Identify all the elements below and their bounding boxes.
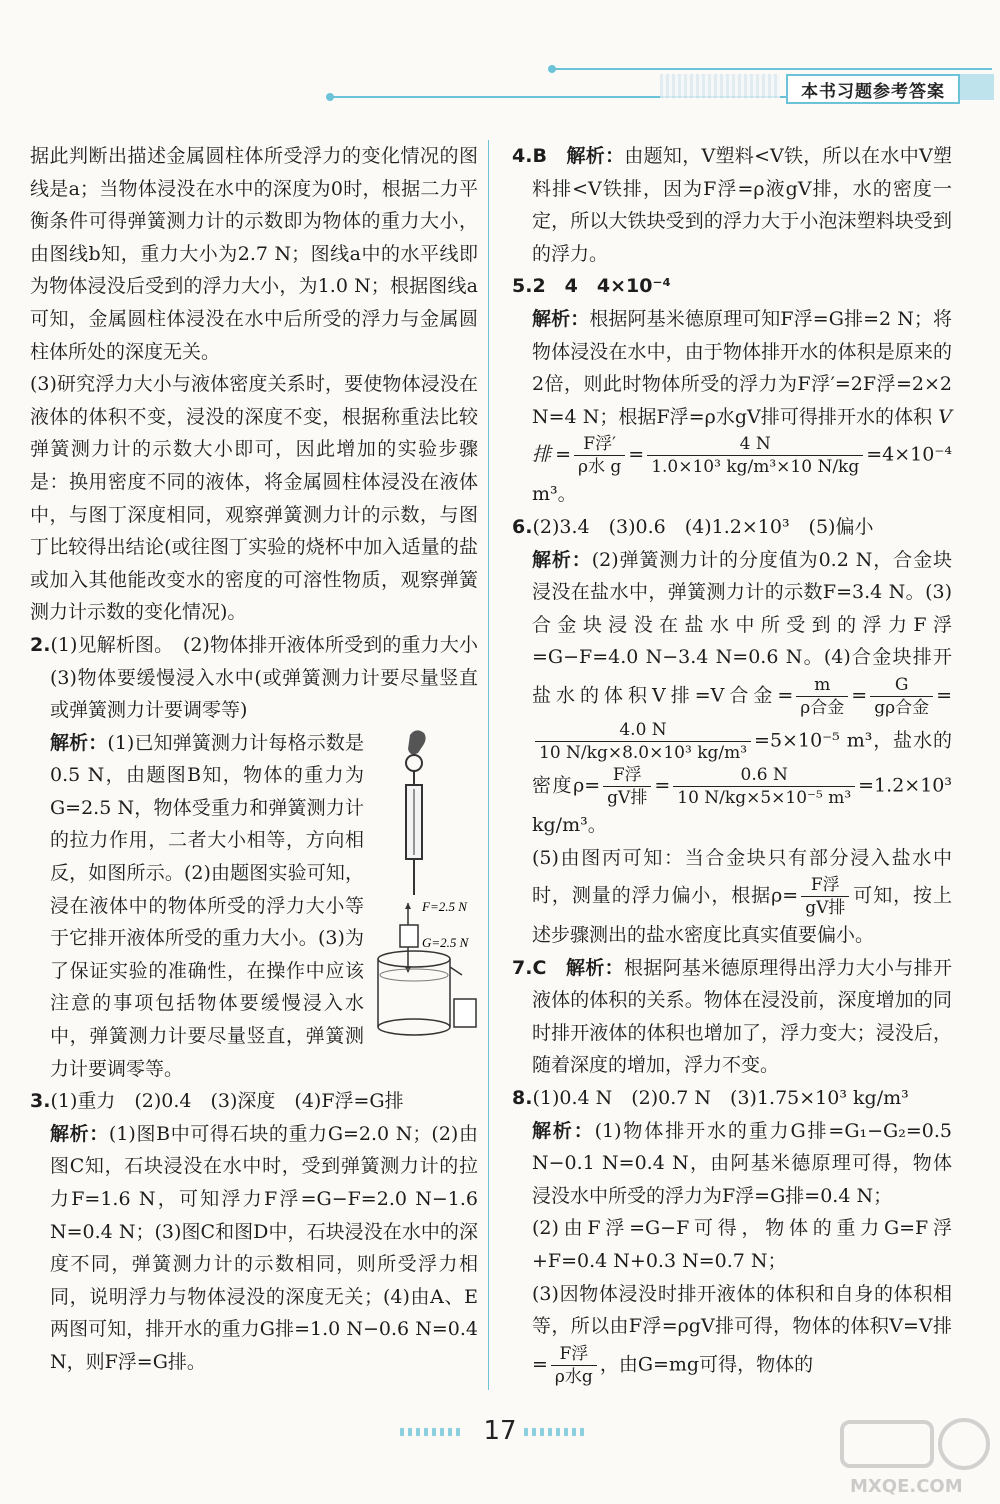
analysis-label: 解析： [566,956,624,979]
analysis-label: 解析： [50,1122,109,1145]
numerator: F浮 [801,874,849,897]
question-7 [512,952,952,1082]
analysis-text: (1)物体排开水的重力G排=G₁−G₂=0.5 N−0.1 N=0.4 N，由阿基米德原理可得，物体浸没水中所受的浮力为F浮=G排=0.4 N； [532,1119,952,1207]
question-6-analysis-5 [512,842,952,952]
denominator: ρ水g [554,1366,593,1387]
paragraph: 据此判断出描述金属圆柱体所受浮力的变化情况的图线是a；当物体浸没在水中的深度为0时，根据二力平衡条件可得弹簧测力计的示数即为物体的重力大小，由图线b知，重力大小为2.7 N；图线a中的水平线即为物体浸没后受到的浮力大小，为1.0 N；根据图线a可知，金属圆柱体浸没在水中后所受的浮力与金属圆柱体所处的深度无关。 [30,145,478,363]
analysis-text: =1.2×10³ kg/m³。 [532,774,952,836]
fraction [603,764,651,809]
object-block [400,925,418,947]
numerator: 4.0 N [535,719,751,742]
math-text: =4×10⁻⁴ m³。 [532,443,952,506]
header-decoration [960,74,994,100]
analysis-label: 解析： [566,145,625,167]
question-2-analysis [30,727,478,1086]
analysis-text: (3)因物体浸没时排开液体的体积和自身的体积相等，所以由F浮=ρgV排可得，物体的体积V=V排= [532,1282,952,1376]
question-8-analysis-3 [512,1278,952,1388]
question-5-answer [512,270,952,303]
question-3-analysis [30,1118,478,1379]
answer-text: (1)重力 (2)0.4 (3)深度 (4)F浮=G排 [50,1090,404,1113]
analysis-text: (1)图B中可得石块的重力G=2.0 N；(2)由图C知，石块浸没在水中时，受到弹簧测力计的拉力F=1.6 N，可知浮力F浮=G−F=2.0 N−1.6 N=0.4 N；(3)图C和图D中，石块浸没在水中的深度不同，弹簧测力计的示数相同，则所受浮力相同，说明浮力与物体浸没的深度无关；(4)由A、E两图可知，排开水的重力G排=1.0 N−0.6 N=0.4 N，则F浮=G排。 [50,1122,478,1373]
page-number: 17 [483,1416,517,1446]
denominator: 1.0×10³ kg/m³×10 N/kg [651,457,860,478]
header-decoration [660,74,780,98]
analysis-text: 可知，按上述步骤测出的盐水密度比真实值要偏小。 [532,884,952,947]
analysis-text: (1)已知弹簧测力计每格示数是0.5 N，由题图B知，物体的重力为G=2.5 N，物体受重力和弹簧测力计的拉力作用，二者大小相等，方向相反，如图所示。(2)由题图实验可知，浸在液体中的物体所受的浮力大小等于它排开液体所受的重力大小。(3)为了保证实验的准确性，在操作中应该注意的事项包括物体要缓慢浸入水中，弹簧测力计要尽量竖直，弹簧测力计要调零等。 [50,731,364,1080]
denominator: gV排 [805,898,846,919]
answer-text: (2)3.4 (3)0.6 (4)1.2×10³ (5)偏小 [532,515,874,538]
left-column [30,140,498,1379]
fraction [551,1343,597,1388]
question-number: 6. [512,515,533,538]
question-6-analysis: 解析：(2)弹簧测力计的分度值为0.2 N，合金块浸没在盐水中，弹簧测力计的示数F=3.4 N。(3)合金块浸没在盐水中所受到的浮力F浮=G−F=4.0 N−3.4 N=0.6 N。(4)合金块排开盐水的体积V排=V合金= $\frac{m}{\text{ρ合金}}$ = $\frac{G}{\text{gρ合金}}$ = $\frac{4.0 N}{\text{10 N/kg×8.0×10³ kg/m³}}$ =5×10⁻⁵ m³，盐水的密度ρ= $\frac{\text{F浮}}{\text{gV排}}$ = $\frac{0.6 N}{\text{10 N/kg×5×10⁻⁵ m³}}$ =1.2×10³ kg/m³。 [532,548,952,836]
analysis-label: 解析： [532,307,590,330]
answer-text: (1)见解析图。 (2)物体排开液体所受到的重力大小 (3)物体要缓慢浸入水中(或弹簧测力计要尽量竖直或弹簧测力计要调零等) [50,633,498,722]
numerator: G [870,674,933,697]
analysis-label: 解析： [532,548,592,571]
math-text: V排= [532,405,952,466]
question-number: 8. [512,1087,533,1110]
question-3-answer [30,1085,478,1118]
question-6-answer [512,511,952,544]
numerator: m [796,674,848,697]
analysis-text: 根据阿基米德原理得出浮力大小与排开液体的体积的关系。物体在浸没前，深度增加的同时排开液体的体积也增加了，浮力变大；浸没后，随着深度的增加，浮力不变。 [532,956,952,1077]
analysis-text: (5)由图丙可知：当合金块只有部分浸入盐水中时，测量的浮力偏小，根据ρ= [532,846,952,907]
question-4 [512,140,952,270]
denominator: ρ合金 [800,697,845,718]
question-number: 2. [30,633,51,656]
hook-ring [406,755,422,771]
analysis-text: 由题知，V塑料<V铁，所以在水中V塑料排<V铁排，因为F浮=ρ液gV排，水的密度一定，所以大铁块受到的浮力大于小泡沫塑料块受到的浮力。 [532,145,952,265]
numerator: F浮 [551,1343,597,1366]
question-number: 5.2 4 4×10⁻⁴ [512,275,671,298]
spring-scale-diagram [370,727,478,1037]
force-f-label: F=2.5 N [422,898,467,914]
analysis-text: (2)弹簧测力计的分度值为0.2 N，合金块浸没在盐水中，弹簧测力计的示数F=3.4 N。(3)合金块浸没在盐水中所受到的浮力F浮=G−F=4.0 N−3.4 N=0.6 N。(4)合金块排开盐水的体积V排=V合金= [532,548,952,707]
header-rule [552,68,992,70]
numerator: 4 N [647,433,863,456]
denominator: ρ水 g [577,457,622,478]
fraction [647,433,863,478]
numerator: F浮 [603,764,651,787]
question-number: 7.C [512,956,547,979]
fraction [870,674,933,719]
analysis-label: 解析： [532,1119,595,1142]
denominator: gρ合金 [874,697,930,718]
question-number: 4.B [512,145,547,167]
fraction [796,674,848,719]
question-8-answer [512,1082,952,1115]
fraction [535,719,751,764]
fraction [574,433,625,478]
header-title: 本书习题参考答案 [786,74,960,104]
numerator: 0.6 N [673,764,855,787]
denominator: gV排 [607,787,648,808]
spring-scale-figure [370,727,478,1037]
question-2-answer [30,629,498,727]
footer-decoration [524,1428,584,1436]
analysis-text: =5×10⁻⁵ m³，盐水的密度ρ= [532,729,952,797]
analysis-text: ，由G=mg可得，物体的 [599,1353,814,1376]
question-5-analysis [512,303,952,511]
answer-text: (1)0.4 N (2)0.7 N (3)1.75×10³ kg/m³ [532,1087,909,1110]
fraction [673,764,855,809]
question-number: 3. [30,1090,51,1113]
paragraph: (3)研究浮力大小与液体密度关系时，要使物体浸没在液体的体积不变，浸没的深度不变，根据称重法比较弹簧测力计的示数大小即可，因此增加的实验步骤是：换用密度不同的液体，将金属圆柱体浸没在液体中，与图丁深度相同，观察弹簧测力计的示数，与图丁比较得出结论(或往图丁实验的烧杯中加入适量的盐或加入其他能改变水的密度的可溶性物质，观察弹簧测力计示数的变化情况)。 [30,373,478,624]
fraction [801,874,849,919]
hand-icon [408,730,426,754]
denominator: 10 N/kg×8.0×10³ kg/m³ [539,742,748,763]
analysis-text: 根据阿基米德原理可知F浮=G排=2 N；将物体浸没在水中，由于物体排开水的体积是原来的2倍，则此时物体所受的浮力为F浮′=2F浮=2×2 N=4 N；根据F浮=ρ水gV排可得排开水的体积 [532,307,952,428]
numerator: F浮′ [574,433,625,456]
watermark-logo [836,1408,996,1498]
watermark-text: MXQE.COM [850,1476,963,1497]
analysis-label: 解析： [50,731,108,754]
denominator: 10 N/kg×5×10⁻⁵ m³ [677,787,852,808]
question-8-analysis [512,1115,952,1213]
math-text: = [628,443,645,466]
force-g-label: G=2.5 N [422,934,469,950]
column-divider [488,140,489,1390]
question-8-analysis-2: (2)由F浮=G−F可得，物体的重力G=F浮+F=0.4 N+0.3 N=0.7 N； [532,1217,952,1273]
right-column [512,140,952,1388]
overflow-cup [454,999,476,1027]
